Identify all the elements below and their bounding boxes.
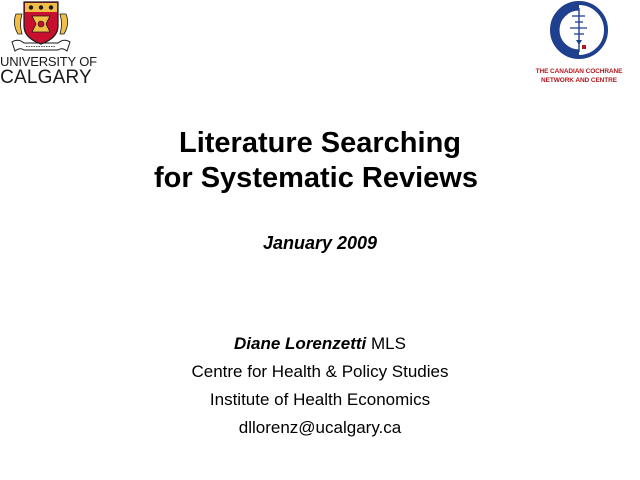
slide-title-line2: for Systematic Reviews	[154, 162, 478, 194]
university-wordmark	[0, 54, 97, 88]
author-line	[0, 330, 640, 358]
author-name: Diane Lorenzetti	[234, 334, 367, 353]
slide-date: January 2009	[262, 233, 378, 253]
cochrane-logo	[549, 0, 609, 60]
university-wordmark-line1: UNIVERSITY OF	[0, 54, 97, 69]
university-crest-logo	[10, 0, 72, 56]
author-credential: MLS	[366, 334, 406, 353]
cochrane-wordmark-line2: NETWORK AND CENTRE	[541, 77, 617, 84]
university-wordmark-line2: CALGARY	[0, 67, 92, 88]
affiliation-centre: Centre for Health & Policy Studies	[191, 362, 449, 381]
author-block	[0, 330, 640, 442]
slide-title	[0, 126, 640, 196]
author-email: dllorenz@ucalgary.ca	[238, 418, 402, 437]
cochrane-wordmark-line1: THE CANADIAN COCHRANE	[535, 68, 623, 75]
affiliation-institute: Institute of Health Economics	[209, 390, 431, 409]
cochrane-wordmark	[520, 67, 638, 85]
slide-title-line1: Literature Searching	[178, 127, 462, 159]
